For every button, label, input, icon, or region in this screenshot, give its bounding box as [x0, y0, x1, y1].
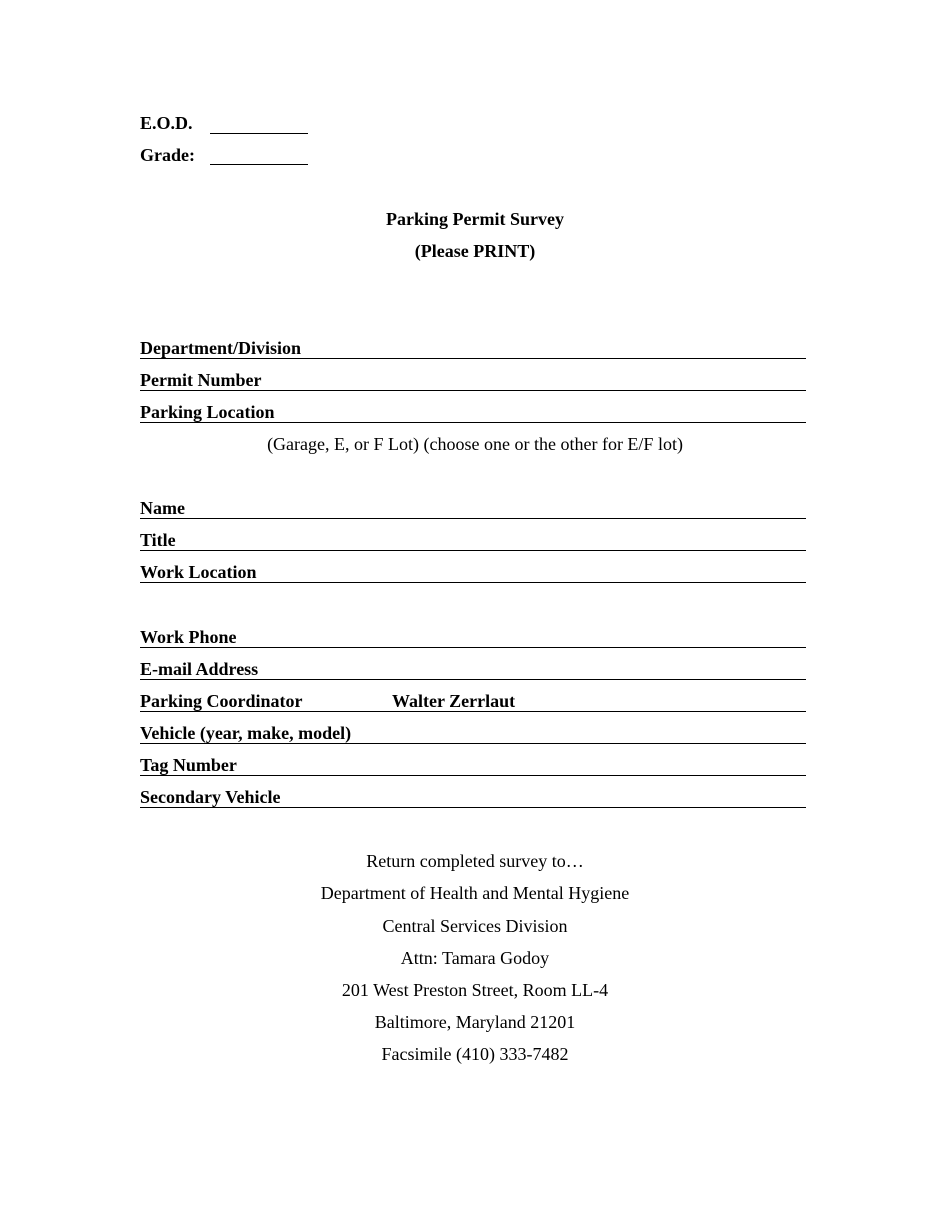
page-subtitle: (Please PRINT): [414, 241, 536, 261]
work-location-label: Work Location: [140, 562, 257, 582]
parking-coordinator-value: Walter Zerrlaut: [392, 691, 516, 711]
work-phone-line: [140, 647, 806, 648]
return-fax: Facsimile (410) 333-7482: [381, 1044, 569, 1064]
tag-number-row[interactable]: [140, 754, 806, 776]
parking-location-line: [140, 422, 806, 423]
parking-location-note: (Garage, E, or F Lot) (choose one or the other for E/F lot): [267, 434, 683, 454]
secondary-vehicle-label: Secondary Vehicle: [140, 787, 281, 807]
vehicle-row[interactable]: [140, 722, 806, 744]
return-department: Department of Health and Mental Hygiene: [320, 883, 630, 903]
permit-number-line: [140, 390, 806, 391]
secondary-vehicle-row[interactable]: [140, 786, 806, 808]
email-line: [140, 679, 806, 680]
eod-label: E.O.D.: [140, 113, 193, 133]
email-label: E-mail Address: [140, 659, 259, 679]
secondary-vehicle-line: [140, 807, 806, 808]
permit-number-row[interactable]: [140, 369, 806, 391]
work-phone-label: Work Phone: [140, 627, 237, 647]
title-line: [140, 550, 806, 551]
page-title: Parking Permit Survey: [386, 209, 564, 229]
parking-location-row[interactable]: [140, 401, 806, 423]
tag-number-label: Tag Number: [140, 755, 237, 775]
title-label: Title: [140, 530, 176, 550]
work-location-row[interactable]: [140, 561, 806, 583]
permit-number-label: Permit Number: [140, 370, 262, 390]
department-label: Department/Division: [140, 338, 301, 358]
vehicle-label: Vehicle (year, make, model): [140, 723, 352, 743]
return-division: Central Services Division: [382, 916, 568, 936]
name-row[interactable]: [140, 497, 806, 519]
eod-field[interactable]: [210, 133, 308, 134]
return-intro: Return completed survey to…: [366, 851, 584, 871]
parking-coordinator-line: [140, 711, 806, 712]
return-city: Baltimore, Maryland 21201: [374, 1012, 576, 1032]
work-location-line: [140, 582, 806, 583]
return-attention: Attn: Tamara Godoy: [400, 948, 550, 968]
parking-location-label: Parking Location: [140, 402, 275, 422]
return-street: 201 West Preston Street, Room LL-4: [341, 980, 609, 1000]
parking-coordinator-row[interactable]: [140, 690, 806, 712]
department-row[interactable]: [140, 337, 806, 359]
grade-field[interactable]: [210, 164, 308, 165]
name-label: Name: [140, 498, 185, 518]
title-row[interactable]: [140, 529, 806, 551]
email-row[interactable]: [140, 658, 806, 680]
vehicle-line: [140, 743, 806, 744]
grade-label: Grade:: [140, 145, 195, 165]
department-line: [140, 358, 806, 359]
parking-coordinator-label: Parking Coordinator: [140, 691, 303, 711]
tag-number-line: [140, 775, 806, 776]
work-phone-row[interactable]: [140, 626, 806, 648]
name-line: [140, 518, 806, 519]
